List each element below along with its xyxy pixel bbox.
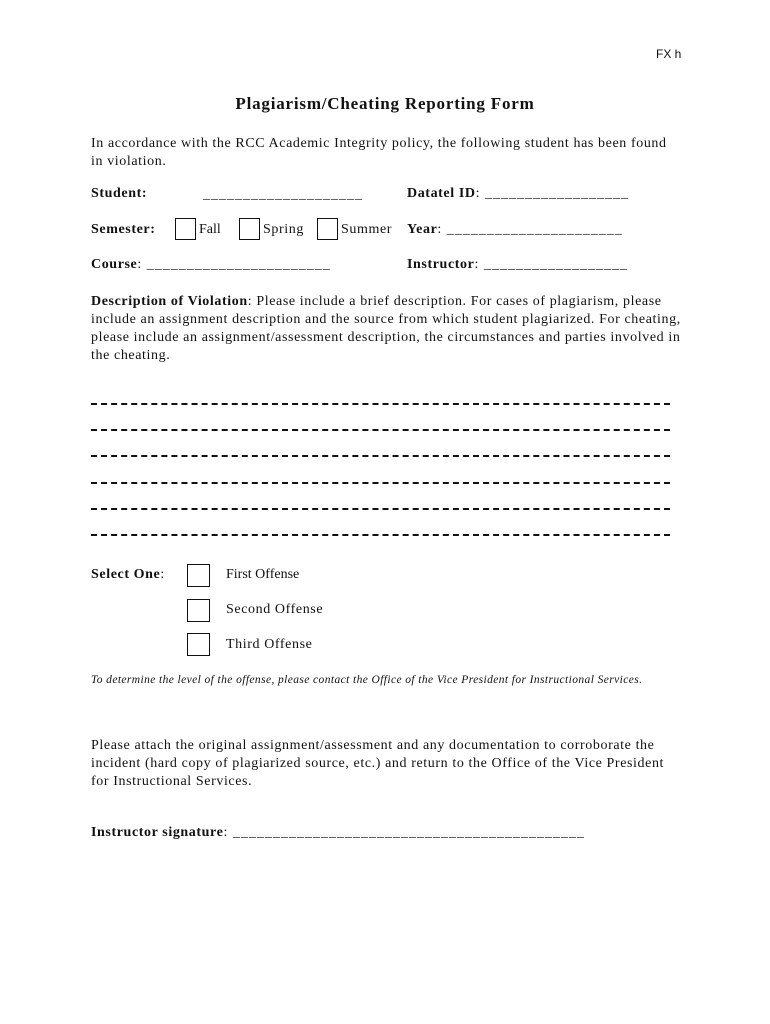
select-one-label: Select One	[91, 567, 161, 582]
instructor-row	[407, 257, 628, 273]
second-offense-label: Second Offense	[226, 602, 324, 617]
summer-checkbox[interactable]	[317, 218, 338, 240]
semester-label: Semester:	[91, 222, 156, 237]
course-field[interactable]: : _______________________	[137, 257, 331, 272]
signature-label: Instructor signature	[91, 825, 224, 840]
fall-checkbox[interactable]	[175, 218, 196, 240]
second-offense-checkbox[interactable]	[187, 599, 210, 622]
description-line[interactable]	[91, 482, 670, 484]
description-paragraph	[91, 293, 691, 365]
course-row	[91, 257, 331, 273]
first-offense-label: First Offense	[226, 567, 300, 582]
spring-checkbox[interactable]	[239, 218, 260, 240]
third-offense-label: Third Offense	[226, 637, 313, 652]
year-label: Year	[407, 222, 438, 237]
instructor-label: Instructor	[407, 257, 475, 272]
description-line[interactable]	[91, 508, 670, 510]
intro-paragraph: In accordance with the RCC Academic Integrity policy, the following student has been found in violation.	[91, 136, 667, 169]
student-field[interactable]: ____________________	[203, 187, 363, 202]
description-line[interactable]	[91, 534, 670, 536]
third-offense-checkbox[interactable]	[187, 633, 210, 656]
description-label: Description of Violation	[91, 294, 248, 309]
datatel-row	[407, 186, 629, 202]
summer-option-label: Summer	[341, 222, 393, 237]
corner-mark: FX h	[656, 47, 682, 61]
course-label: Course	[91, 257, 138, 272]
signature-row	[91, 825, 585, 841]
description-line[interactable]	[91, 429, 670, 431]
year-field[interactable]: : ______________________	[437, 222, 623, 237]
year-row	[407, 222, 623, 238]
datatel-field[interactable]: : __________________	[475, 186, 629, 201]
offense-level-note: To determine the level of the offense, please contact the Office of the Vice President for Instructional Services.	[91, 674, 643, 686]
description-line[interactable]	[91, 455, 670, 457]
datatel-label: Datatel ID	[407, 186, 476, 201]
description-text: : Please include a brief description. For cases of plagiarism, please include an assignment description and the source from which student plagiarized. For cheating, please include an assignment/assessment description, the circumstances and parties involved in the cheating.	[91, 294, 681, 363]
description-line[interactable]	[91, 403, 670, 405]
fall-option-label: Fall	[199, 222, 221, 237]
spring-option-label: Spring	[263, 222, 304, 237]
form-title: Plagiarism/Cheating Reporting Form	[235, 94, 535, 113]
first-offense-checkbox[interactable]	[187, 564, 210, 587]
attach-paragraph: Please attach the original assignment/assessment and any documentation to corroborate the incident (hard copy of plagiarized source, etc.) and return to the Office of the Vice President for Instructional Services.	[91, 738, 665, 789]
instructor-field[interactable]: : __________________	[474, 257, 628, 272]
signature-field[interactable]: : ____________________________________________	[223, 825, 585, 840]
student-label: Student:	[91, 186, 148, 201]
select-one-row: Select One:	[91, 567, 165, 582]
